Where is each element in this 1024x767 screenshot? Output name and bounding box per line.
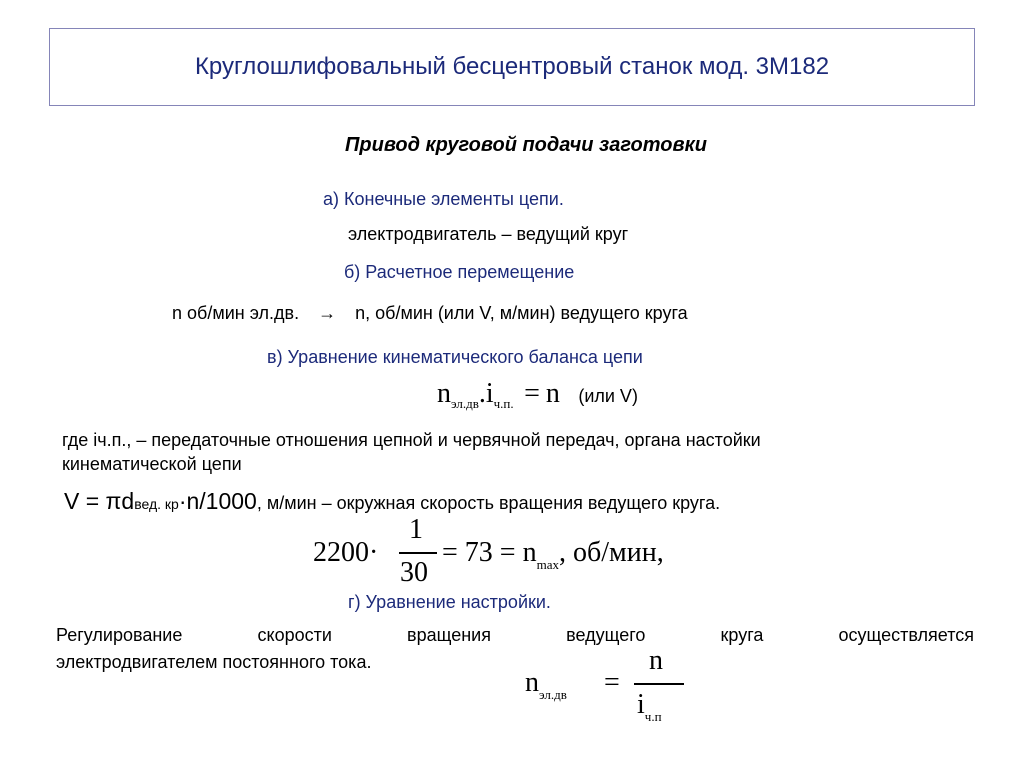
section-a-text: электродвигатель – ведущий круг [348,224,629,244]
tuning-eq: = [604,667,620,698]
velocity-formula [64,488,720,515]
slide-title: Круглошлифовальный бесцентровый станок мод. 3М182 [194,53,830,80]
tuning-fraction-bar [634,683,684,685]
section-b-heading: б) Расчетное перемещение [344,262,575,282]
formula-dot: . [478,378,486,409]
calc-left: 2200· [313,537,379,568]
velocity-desc: , м/мин – окружная скорость вращения ведущего круга. [256,493,721,513]
calc-right [442,537,664,572]
tuning-n-sub: эл.дв [539,687,567,702]
tuning-num: n [649,645,663,676]
tuning-n: n [525,667,539,698]
where-line-1: где iч.п., – передаточные отношения цепной и червячной передач, органа настойки [62,430,761,450]
section-v-heading: в) Уравнение кинематического баланса цепи [267,347,643,367]
calc-sub: max [536,557,559,572]
paragraph-line-2: электродвигателем постоянного тока. [56,652,372,672]
formula-eq: = [524,378,540,409]
section-g-heading: г) Уравнение настройки. [348,592,551,612]
velocity-lhs: V = πd [64,488,135,514]
formula-n: n [437,378,451,409]
section-b-text [172,303,688,324]
subtitle: Привод круговой подачи заготовки [345,134,707,156]
calc-mid: = 73 = n [442,537,537,568]
section-b-right: n, об/мин (или V, м/мин) ведущего круга [355,303,688,323]
tuning-i-sub: ч.п [644,709,662,724]
calc-fraction-bar [399,552,437,554]
formula-i: i [485,378,494,409]
section-a-heading: а) Конечные элементы цепи. [323,189,564,209]
arrow-right-icon: → [318,303,337,323]
formula-i-sub: ч.п. [493,396,514,411]
tuning-den [637,689,662,724]
calc-num: 1 [409,514,423,545]
where-line-2: кинематической цепи [62,454,242,474]
velocity-rest: ·n/1000 [178,488,257,514]
calc-den: 30 [400,557,428,588]
tuning-lhs [525,667,567,702]
formula-note: (или V) [578,386,638,406]
tuning-i: i [637,689,645,720]
paragraph-line-1: Регулирование скорости вращения ведущего круга осуществляется [56,625,974,645]
title-box [49,28,975,106]
balance-formula [437,378,638,410]
formula-rhs: n [545,378,560,409]
section-b-left: n об/мин эл.дв. [172,303,300,323]
calc-tail: , об/мин, [558,537,664,568]
formula-n-sub: эл.дв [451,396,479,411]
velocity-sub: вед. кр [134,496,179,512]
